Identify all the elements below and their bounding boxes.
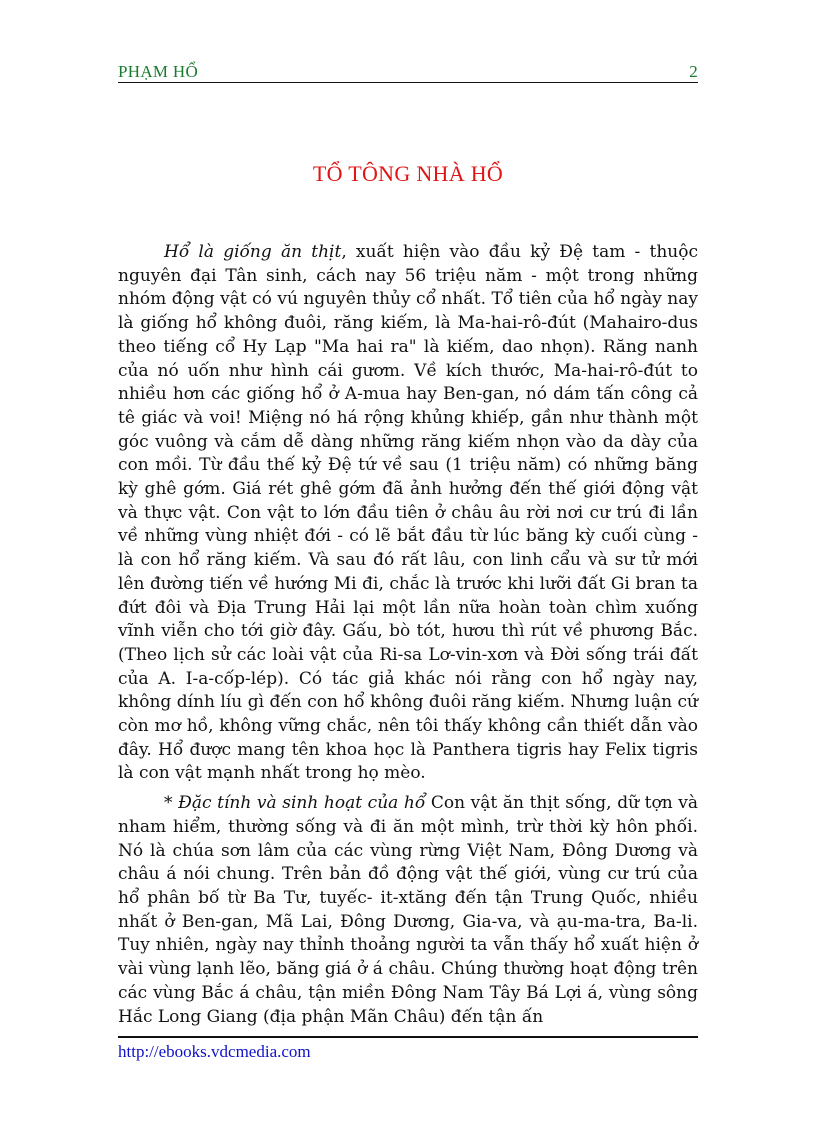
- document-page: [118, 58, 698, 1068]
- chapter-title: TỔ TÔNG NHÀ HỔ: [312, 161, 504, 186]
- paragraph-traits: [118, 792, 698, 1029]
- page-number: 2: [689, 62, 698, 81]
- running-title: PHẠM HỔ: [118, 62, 199, 81]
- paragraph-bullet: *: [164, 793, 179, 814]
- page-header: [118, 58, 698, 83]
- body-text: [118, 241, 698, 1029]
- paragraph-lead: Đặc tính và sinh hoạt của hổ: [178, 793, 426, 814]
- paragraph-text: Con vật ăn thịt sống, dữ tợn và nham hiểm, thường sống và đi ăn một mình, trừ thời kỳ hôn phối. Nó là chúa sơn lâm của các vùng rừng Việt Nam, Đông Dương và châu á nói chung. Trên bản đồ động vật thế giới, vùng cư trú của hổ phân bố từ Ba Tư, tuyếc- it-xtăng đến tận Trung Quốc, nhiều nhất ở Ben-gan, Mã Lai, Đông Dương, Gia-va, và ạu-ma-tra, Ba-li. Tuy nhiên, ngày nay thỉnh thoảng người ta vẫn thấy hổ xuất hiện ở vài vùng lạnh lẽo, băng giá ở á châu. Chúng thường hoạt động trên các vùng Bắc á châu, tận miền Đông Nam Tây Bá Lợi á, vùng sông Hắc Long Giang (địa phận Mãn Châu) đến tận ấn: [118, 793, 699, 1027]
- page-footer: [118, 1036, 698, 1062]
- footer-link[interactable]: http://ebooks.vdcmedia.com: [118, 1042, 311, 1061]
- paragraph-origin: [118, 241, 698, 786]
- paragraph-text: , xuất hiện vào đầu kỷ Đệ tam - thuộc nguyên đại Tân sinh, cách nay 56 triệu năm - một trong những nhóm động vật có vú nguyên thủy cổ nhất. Tổ tiên của hổ ngày nay là giống hổ không đuôi, răng kiếm, là Ma-hai-rô-đút (Mahairo-dus theo tiếng cổ Hy Lạp "Ma hai ra" là kiếm, dao nhọn). Răng nanh của nó uốn như hình cái gươm. Về kích thước, Ma-hai-rô-đút to nhiều hơn các giống hổ ở A-mua hay Ben-gan, nó dám tấn công cả tê giác và voi! Miệng nó há rộng khủng khiếp, gần như thành một góc vuông và cắm dễ dàng những răng kiếm nhọn vào da dày của con mồi. Từ đầu thế kỷ Đệ tứ về sau (1 triệu năm) có những băng kỳ ghê gớm. Giá rét ghê gớm đã ảnh hưởng đến thế giới động vật và thực vật. Con vật to lớn đầu tiên ở châu âu rời nơi cư trú đi lần về những vùng nhiệt đới - có lẽ bắt đầu từ lúc băng kỳ cuối cùng - là con hổ răng kiếm. Và sau đó rất lâu, con linh cẩu và sư tử mới lên đường tiến về hướng Mi đi, chắc là trước khi lưỡi đất Gi bran ta đứt đôi và Địa Trung Hải lại một lần nữa hoàn toàn chìm xuống vĩnh viễn cho tới giờ đây. Gấu, bò tót, hươu thì rút về phương Bắc. (Theo lịch sử các loài vật của Ri-sa Lơ-vin-xơn và Đời sống trái đất của A. I-a-cốp-lép). Có tác giả khác nói rằng con hổ ngày nay, không dính líu gì đến con hổ không đuôi răng kiếm. Nhưng luận cứ còn mơ hồ, không vững chắc, nên tôi thấy không cần thiết dẫn vào đây. Hổ được mang tên khoa học là Panthera tigris hay Felix tigris là con vật mạnh nhất trong họ mèo.: [118, 242, 698, 784]
- paragraph-lead: Hổ là giống ăn thịt: [164, 242, 342, 262]
